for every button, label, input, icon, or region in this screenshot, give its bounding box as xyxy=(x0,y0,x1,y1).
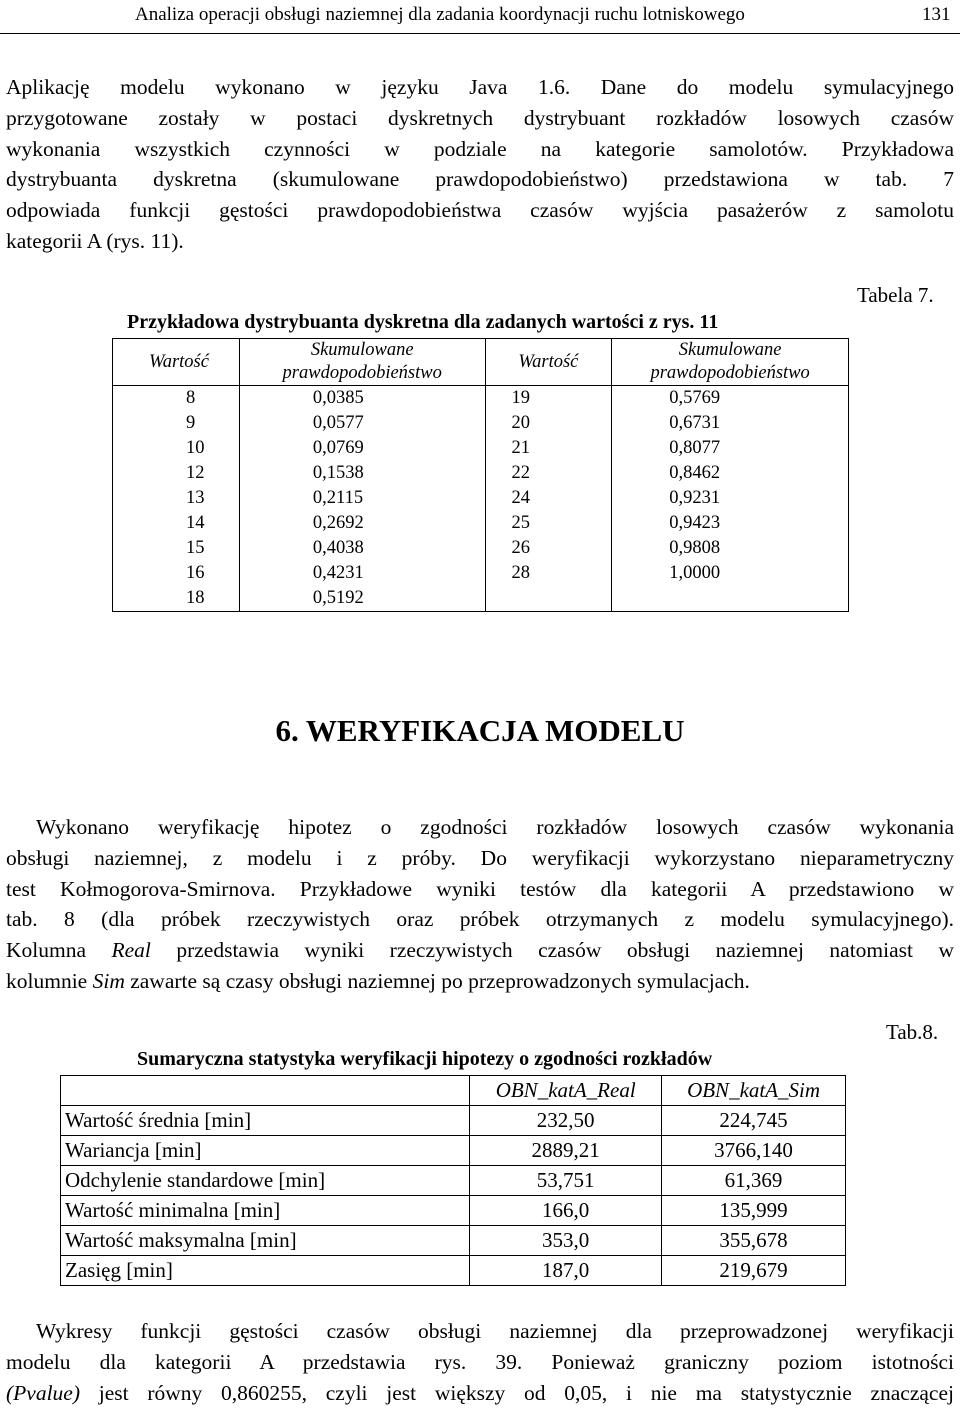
text-line: obsługi naziemnej, z modelu i z próby. Do weryfikacji wykorzystano nieparametryczny xyxy=(6,845,954,870)
text-line: Wykonano weryfikację hipotez o zgodności rozkładów losowych czasów wykonania xyxy=(36,815,954,839)
table-cell: 0,9423 xyxy=(612,511,849,536)
text-line: wykonania wszystkich czynności w podziale na kategorie samolotów. Przykładowa xyxy=(6,136,954,161)
table-cell: 0,0385 xyxy=(239,386,485,412)
emphasis-sim: Sim xyxy=(92,968,125,993)
table-7-label: Tabela 7. xyxy=(857,283,934,307)
table-cell: 19 xyxy=(485,386,612,412)
row-label: Odchylenie standardowe [min] xyxy=(61,1166,470,1196)
closing-paragraph xyxy=(6,1316,954,1408)
table-row xyxy=(113,411,849,436)
row-label: Wartość minimalna [min] xyxy=(61,1196,470,1226)
table-cell: 0,5769 xyxy=(612,386,849,412)
table-cell: 0,8077 xyxy=(612,436,849,461)
page-number: 131 xyxy=(922,4,951,25)
table-cell: 8 xyxy=(113,386,240,412)
running-header xyxy=(0,0,960,34)
table-cell: 0,4038 xyxy=(239,536,485,561)
table-cell: 0,2692 xyxy=(239,511,485,536)
table-row xyxy=(113,536,849,561)
header-cell xyxy=(61,1076,470,1106)
header-cell: Skumulowane prawdopodobieństwo xyxy=(612,339,849,386)
table-row xyxy=(61,1136,846,1166)
table-row xyxy=(61,1166,846,1196)
intro-paragraph xyxy=(6,72,954,257)
table-row xyxy=(113,386,849,412)
table-row xyxy=(61,1226,846,1256)
row-label: Wartość średnia [min] xyxy=(61,1106,470,1136)
table-8 xyxy=(60,1075,846,1286)
text-line: odpowiada funkcji gęstości prawdopodobieństwa czasów wyjścia pasażerów z samolotu xyxy=(6,198,954,223)
table-cell: 224,745 xyxy=(662,1106,846,1136)
table-cell: 0,0769 xyxy=(239,436,485,461)
table-row xyxy=(113,586,849,612)
table-cell: 9 xyxy=(113,411,240,436)
table-cell: 14 xyxy=(113,511,240,536)
emphasis-pvalue: (Pvalue) xyxy=(6,1380,81,1405)
table-cell: 166,0 xyxy=(470,1196,662,1226)
table-row xyxy=(113,436,849,461)
header-title: Analiza operacji obsługi naziemnej dla zadania koordynacji ruchu lotniskowego xyxy=(135,4,745,25)
table-row xyxy=(113,461,849,486)
table-cell: 1,0000 xyxy=(612,561,849,586)
table-row xyxy=(113,561,849,586)
table-cell: 2889,21 xyxy=(470,1136,662,1166)
table-cell: 353,0 xyxy=(470,1226,662,1256)
text-line: przygotowane zostały w postaci dyskretnych dystrybuant rozkładów losowych czasów xyxy=(6,105,954,130)
table-cell: 0,9808 xyxy=(612,536,849,561)
table-cell: 18 xyxy=(113,586,240,612)
text-line: (Pvalue) jest równy 0,860255, czyli jest większy od 0,05, i nie ma statystycznie znaczącej xyxy=(6,1380,954,1405)
table-header-row xyxy=(113,339,849,386)
table-cell: 0,0577 xyxy=(239,411,485,436)
header-cell: OBN_katA_Real xyxy=(470,1076,662,1106)
table-row xyxy=(113,486,849,511)
text-line: kolumnie Sim zawarte są czasy obsługi naziemnej po przeprowadzonych symulacjach. xyxy=(6,968,750,993)
table-cell: 21 xyxy=(485,436,612,461)
table-8-caption: Sumaryczna statystyka weryfikacji hipotezy o zgodności rozkładów xyxy=(137,1048,713,1070)
table-cell: 0,8462 xyxy=(612,461,849,486)
table-cell: 53,751 xyxy=(470,1166,662,1196)
table-cell: 25 xyxy=(485,511,612,536)
table-cell: 61,369 xyxy=(662,1166,846,1196)
table-7-caption: Przykładowa dystrybuanta dyskretna dla zadanych wartości z rys. 11 xyxy=(127,311,719,333)
table-cell: 20 xyxy=(485,411,612,436)
header-cell: OBN_katA_Sim xyxy=(662,1076,846,1106)
table-cell: 10 xyxy=(113,436,240,461)
table-cell: 26 xyxy=(485,536,612,561)
table-cell: 135,999 xyxy=(662,1196,846,1226)
table-cell: 24 xyxy=(485,486,612,511)
table-cell: 13 xyxy=(113,486,240,511)
table-row xyxy=(61,1106,846,1136)
verification-paragraph xyxy=(6,812,954,997)
table-row xyxy=(113,511,849,536)
header-cell: Wartość xyxy=(485,339,612,386)
text-line: kategorii A (rys. 11). xyxy=(6,228,184,253)
row-label: Wartość maksymalna [min] xyxy=(61,1226,470,1256)
table-cell: 0,6731 xyxy=(612,411,849,436)
table-cell: 355,678 xyxy=(662,1226,846,1256)
text-line: modelu dla kategorii A przedstawia rys. 39. Ponieważ graniczny poziom istotności xyxy=(6,1349,954,1374)
table-header-row xyxy=(61,1076,846,1106)
table-cell: 0,5192 xyxy=(239,586,485,612)
table-cell: 22 xyxy=(485,461,612,486)
table-cell: 0,2115 xyxy=(239,486,485,511)
table-cell xyxy=(612,586,849,612)
table-cell: 0,4231 xyxy=(239,561,485,586)
table-row xyxy=(61,1196,846,1226)
table-cell: 12 xyxy=(113,461,240,486)
emphasis-real: Real xyxy=(111,938,151,963)
table-cell: 219,679 xyxy=(662,1256,846,1286)
section-title: 6. WERYFIKACJA MODELU xyxy=(275,713,685,748)
table-7 xyxy=(112,338,849,612)
header-cell: Wartość xyxy=(113,339,240,386)
table-cell: 232,50 xyxy=(470,1106,662,1136)
text-line: Wykresy funkcji gęstości czasów obsługi naziemnej dla przeprowadzonej weryfikacji xyxy=(36,1319,954,1343)
text-line: dystrybuanta dyskretna (skumulowane prawdopodobieństwo) przedstawiona w tab. 7 xyxy=(6,167,954,192)
row-label: Wariancja [min] xyxy=(61,1136,470,1166)
table-cell: 0,1538 xyxy=(239,461,485,486)
table-8-label: Tab.8. xyxy=(886,1020,939,1044)
text-line: test Kołmogorova-Smirnova. Przykładowe wyniki testów dla kategorii A przedstawiono w xyxy=(6,876,954,901)
table-row xyxy=(61,1256,846,1286)
table-cell: 15 xyxy=(113,536,240,561)
text-line: Aplikację modelu wykonano w języku Java 1.6. Dane do modelu symulacyjnego xyxy=(6,75,954,99)
table-cell: 3766,140 xyxy=(662,1136,846,1166)
table-cell xyxy=(485,586,612,612)
table-cell: 187,0 xyxy=(470,1256,662,1286)
text-line: tab. 8 (dla próbek rzeczywistych oraz próbek otrzymanych z modelu symulacyjnego). xyxy=(6,907,954,932)
text-line: Kolumna Real przedstawia wyniki rzeczywistych czasów obsługi naziemnej natomiast w xyxy=(6,938,954,963)
table-cell: 16 xyxy=(113,561,240,586)
table-cell: 28 xyxy=(485,561,612,586)
header-cell: Skumulowane prawdopodobieństwo xyxy=(239,339,485,386)
table-cell: 0,9231 xyxy=(612,486,849,511)
row-label: Zasięg [min] xyxy=(61,1256,470,1286)
